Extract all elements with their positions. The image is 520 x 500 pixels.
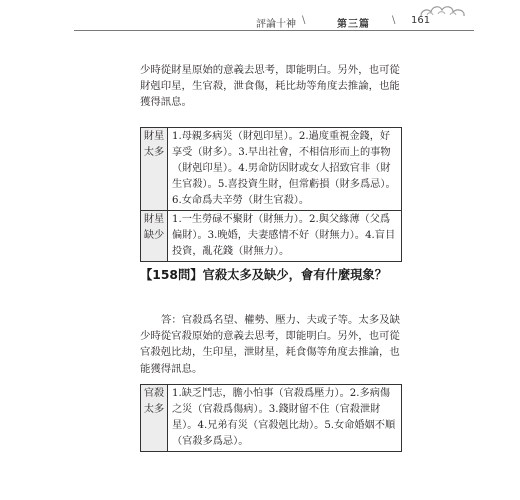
header-separator: \ <box>392 15 396 26</box>
chapter-label: 第三篇 <box>337 19 370 30</box>
table-row <box>141 211 402 262</box>
body-paragraph: 少時從財星原始的意義去思考，即能明白。另外，也可從財剋印星，生官殺，泄食傷，耗比劫等角度去推論，也能獲得訊息。 <box>140 64 400 109</box>
row-content: 1.缺乏鬥志，膽小怕事（官殺爲壓力）。2.多病傷之災（官殺爲傷病）。3.錢財留不住（官殺泄財星）。4.兄弟有災（官殺剋比劫）。5.女命婚姻不順（官殺多爲忌）。 <box>168 385 402 452</box>
question-heading: 【158問】官殺太多及缺少，會有什麼現象？ <box>140 268 388 282</box>
officer-killing-table <box>140 384 402 452</box>
table-row <box>141 385 402 452</box>
answer-paragraph: 答：官殺爲名望、權勢、壓力、夫或子等。太多及缺少時從官殺原始的意義去思考，即能明白。另外，也可從官殺剋比劫，生印星，泄財星，耗食傷等角度去推論，也能獲得訊息。 <box>140 314 400 375</box>
book-title: 評論十神 <box>256 19 296 30</box>
header-rule <box>74 30 474 31</box>
page-number: 161 <box>411 15 431 26</box>
row-label: 財星缺少 <box>141 211 168 262</box>
row-content: 1.一生勞碌不聚財（財無力）。2.與父緣薄（父爲偏財）。3.晚婚，夫妻感情不好（財無力）。4.盲目投資，亂花錢（財無力）。 <box>168 211 402 262</box>
row-content: 1.母親多病災（財剋印星）。2.過度重視金錢，好享受（財多）。3.早出社會，不相信形而上的事物（財剋印星）。4.男命防因財或女人招致官非（財生官殺）。5.喜投資生財，但常虧損（財多爲忌）。6.女命爲夫辛勞（財生官殺）。 <box>168 128 402 211</box>
wealth-star-table <box>140 127 402 262</box>
page-header <box>0 0 520 34</box>
header-separator: \ <box>302 15 306 26</box>
row-label: 財星太多 <box>141 128 168 211</box>
row-label: 官殺太多 <box>141 385 168 452</box>
table-row <box>141 128 402 211</box>
